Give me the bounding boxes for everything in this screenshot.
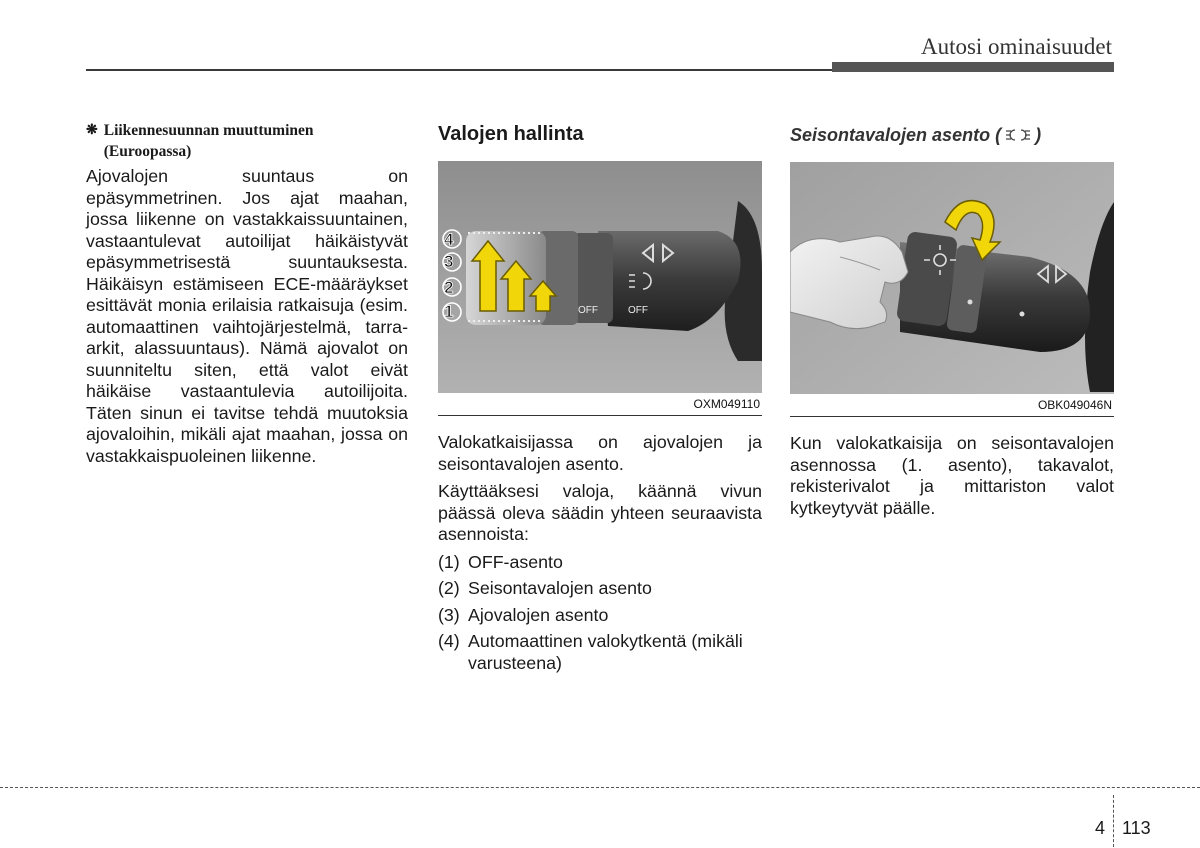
footer-rule	[0, 787, 1200, 788]
footer-divider	[1113, 795, 1114, 847]
note-paragraph: Ajovalojen suuntaus on epäsymmetrinen. Jos ajat maahan, jossa liikenne on vastakkaissuuntainen, vastaantulevat autoilijat häikäistyvät epäsymmetrisestä suuntauksesta. Häikäisyn estämiseen ECE-määräykset esittävät monia erilaisia ratkaisuja (esim. automaattinen vaihtojärjestelmä, tarra-arkit, alassuuntaus). Nämä ajovalot on suunniteltu siten, että valot eivät häikäise vastaantulevia autoilijoita. Täten sinun ei tavitse tehdä muutoksia ajovaloihin, mikäli ajat maahan, jossa on vastakkaispuoleinen liikenne.	[86, 166, 408, 466]
section-title-light-control: Valojen hallinta	[438, 123, 584, 145]
list-item: (2) Seisontavalojen asento	[438, 578, 652, 598]
hand-switch-illustration	[790, 162, 1114, 416]
figure-code: OXM049110	[688, 395, 761, 412]
light-switch-illustration	[438, 161, 762, 415]
column-left	[86, 120, 408, 473]
list-item: (4) Automaattinen valokytkentä (mikäli varusteena)	[438, 631, 743, 673]
position-label-3: 3	[444, 252, 454, 271]
section-title-parking-lights: Seisontavalojen asento ( )	[790, 124, 1042, 145]
list-item: (1) OFF-asento	[438, 551, 563, 572]
column-middle	[438, 120, 762, 679]
paragraph: Kun valokatkaisija on seisontavalojen asennossa (1. asento), takavalot, rekisterivalot ja mittariston valot kytkeytyvät päälle.	[790, 433, 1114, 518]
off-label-ring: OFF	[578, 305, 598, 316]
note-mark-icon: ❋	[86, 123, 98, 138]
column-right	[790, 120, 1114, 525]
parking-light-icon	[1003, 127, 1033, 143]
paragraph-2: Käyttääksesi valoja, käännä vivun päässä oleva säädin yhteen seuraavista asennoista:	[438, 481, 762, 544]
position-label-2: 2	[444, 278, 454, 297]
figure-code: OBK049046N	[1032, 396, 1112, 413]
list-item: (3) Ajovalojen asento	[438, 604, 609, 625]
note-heading	[86, 120, 408, 162]
header-rule	[86, 69, 834, 71]
figure-light-switch	[438, 161, 762, 416]
note-heading-line1: Liikennesuunnan muuttuminen	[103, 122, 314, 139]
figure-parking-lights	[790, 162, 1114, 417]
chapter-number: 4	[1095, 818, 1106, 838]
chapter-title: Autosi ominaisuudet	[920, 34, 1112, 59]
position-label-4: 4	[444, 230, 454, 249]
note-heading-line2: (Euroopassa)	[103, 143, 192, 160]
header-rule-accent	[832, 62, 1114, 72]
position-label-1: 1	[444, 302, 454, 321]
page-number: 113	[1122, 818, 1151, 838]
off-label: OFF	[628, 305, 648, 316]
paragraph-1: Valokatkaisijassa on ajovalojen ja seisontavalojen asento.	[438, 432, 762, 474]
